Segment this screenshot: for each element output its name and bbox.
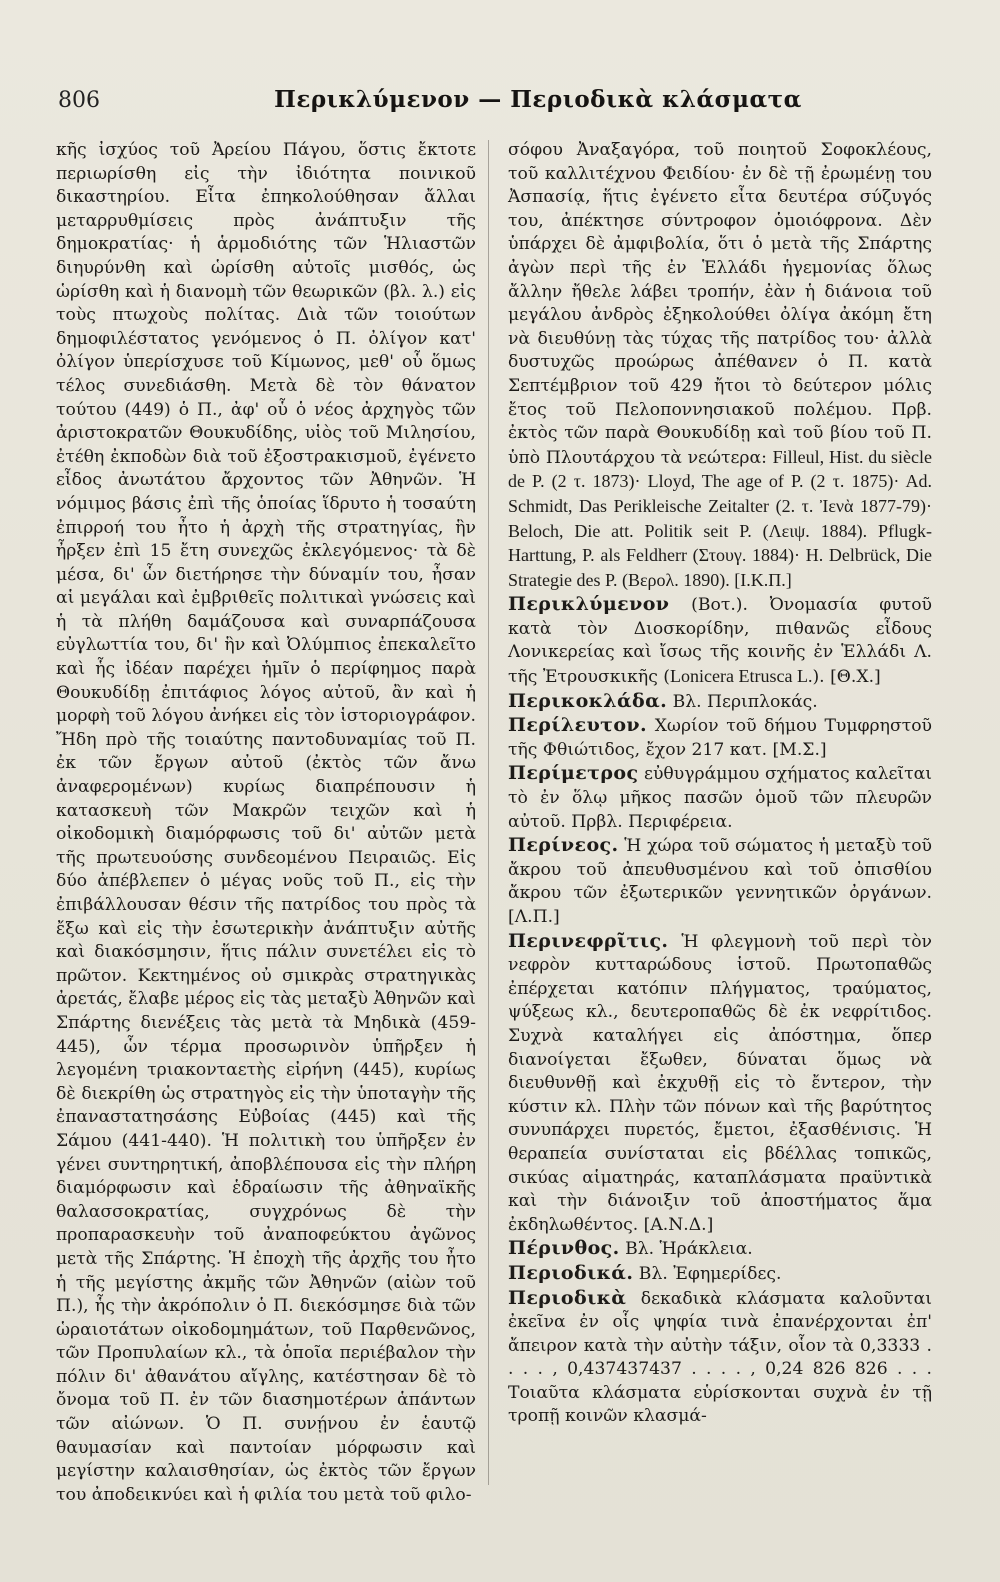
dictionary-entry (508, 930, 932, 1238)
dictionary-entry (508, 1287, 932, 1430)
entry-headword: Περινεφρῖτις. (508, 929, 669, 952)
pericles-article-continuation: κῆς ἰσχύος τοῦ Ἀρείου Πάγου, ὅστις ἔκτοτε περιωρίσθη εἰς τὴν ἰδιότητα ποινικοῦ δικαστηρίου. Εἶτα ἐπηκολούθησαν ἄλλαι μεταρρυθμίσεις πρὸς ἀνάπτυξιν τῆς δημοκρατίας· ἡ ἁρμοδιότης τῶν Ἡλιαστῶν διηυρύνθη καὶ ὡρίσθη αὐτοῖς μισθός, ὡς ὡρίσθη καὶ ἡ διανομὴ τῶν θεωρικῶν (βλ. λ.) εἰς τοὺς πτωχοὺς πολίτας. Διὰ τῶν τοιούτων δημοφιλέστατος γενόμενος ὁ Π. ὀλίγον κατ' ὀλίγον ὑπερίσχυσε τοῦ Κίμωνος, μεθ' οὗ ὅμως τέλος συνεδιάσθη. Μετὰ δὲ τὸν θάνατον τούτου (449) ὁ Π., ἀφ' οὗ ὁ νέος ἀρχηγὸς τῶν ἀριστοκρατῶν Θουκυδίδης, υἱὸς τοῦ Μιλησίου, ἐτέθη ἐκποδὼν διὰ τοῦ ἐξοστρακισμοῦ, ἐγένετο εἶδος ἀνωτάτου ἄρχοντος τῶν Ἀθηνῶν. Ἡ νόμιμος βάσις ἐπὶ τῆς ὁποίας ἵδρυτο ἡ τοσαύτη ἐπιρροή του ἦτο ἡ ἀρχὴ τῆς στρατηγίας, ἣν ἦρξεν ἐπὶ 15 ἔτη συνεχῶς ἐκλεγόμενος· τὰ δὲ μέσα, δι' ὧν διετήρησε τὴν δύναμίν του, ἦσαν αἱ μεγάλαι καὶ ἐμβριθεῖς πολιτικαὶ γνώσεις καὶ ἡ τὰ πλήθη δαμάζουσα καὶ συναρπάζουσα εὐγλωττία του, δι' ἣν καὶ Ὀλύμπιος ἐπεκαλεῖτο καὶ ἧς ἰδέαν παρέχει ἡμῖν ὁ περίφημος παρὰ Θουκυδίδῃ ἐπιτάφιος λόγος αὐτοῦ, ἂν καὶ ἡ μορφὴ τοῦ λόγου ἀνήκει εἰς τὸν ἱστοριογράφον. Ἤδη πρὸ τῆς τοιαύτης παντοδυναμίας τοῦ Π. ἐκ τῶν ἔργων αὐτοῦ (ἐκτὸς τῶν ἄνω ἀναφερομένων) κυρίως διαπρέπουσιν ἡ κατασκευὴ τῶν Μακρῶν τειχῶν καὶ ἡ οἰκοδομικὴ διαμόρφωσις τοῦ δι' αὐτῶν μετὰ τῆς πρωτευούσης συνδεομένου Πειραιῶς. Εἰς δύο ἀπέβλεπεν ὁ μέγας νοῦς τοῦ Π., εἰς τὴν ἐπιβάλλουσαν θέσιν τῆς πατρίδος του πρὸς τὰ ἔξω καὶ εἰς τὴν ἐσωτερικὴν ἀνάπτυξιν αὐτῆς καὶ διακόσμησιν, ἥτις πάλιν συνετέλει εἰς τὸ πρῶτον. Κεκτημένος οὐ σμικρὰς στρατηγικὰς ἀρετάς, ἔλαβε μέρος εἰς τὰς μεταξὺ Ἀθηνῶν καὶ Σπάρτης διενέξεις τὰς μετὰ τὰ Μηδικὰ (459-445), ὧν τέρμα προσωρινὸν ὑπῆρξεν ἡ λεγομένη τριακονταετὴς εἰρήνη (445), κυρίως δὲ διεκρίθη ὡς στρατηγὸς εἰς τὴν ὑποταγὴν τῆς ἐπαναστατησάσης Εὐβοίας (445) καὶ τῆς Σάμου (441-440). Ἡ πολιτικὴ του ὑπῆρξεν ἐν γένει συντηρητική, ἀποβλέπουσα εἰς τὴν πλήρη διαμόρφωσιν καὶ ἑδραίωσιν τῆς ἀθηναϊκῆς θαλασσοκρατίας, συγχρόνως δὲ τὴν προπαρασκευὴν τοῦ ἀναποφεύκτου ἀγῶνος μετὰ τῆς Σπάρτης. Ἡ ἐποχὴ τῆς ἀρχῆς του ἦτο ἡ τῆς μεγίστης ἀκμῆς τῶν Ἀθηνῶν (αἰὼν τοῦ Π.), ἧς τὴν ἀκρόπολιν ὁ Π. διεκόσμησε διὰ τῶν ὡραιοτάτων οἰκοδομημάτων, τοῦ Παρθενῶνος, τῶν Προπυλαίων κλ., τὰ ὁποῖα περιέβαλον τὴν πόλιν δι' ἀθανάτου αἴγλης, κατέστησαν δὲ τὸ ὄνομα τοῦ Π. ἐν τῶν διασημοτέρων ἁπάντων τῶν αἰώνων. Ὁ Π. συνῄνου ἐν ἑαυτῷ θαυμασίαν καὶ παντοίαν μόρφωσιν καὶ μεγίστην καλαισθησίαν, ὡς ἐκτὸς τῶν ἔργων του ἀποδεικνύει καὶ ἡ φιλία του μετὰ τοῦ φιλο- (56, 140, 476, 1505)
entry-body: Ἡ φλεγμονὴ τοῦ περὶ τὸν νεφρὸν κυτταρώδους ἱστοῦ. Πρωτοπαθῶς ἐπέρχεται κατόπιν πλήγματος, τραύματος, ψύξεως κλ., δευτεροπαθῶς δὲ ἐκ νεφρίτιδος. Συχνὰ καταλήγει εἰς ἀπόστημα, ὅπερ διανοίγεται ἔξωθεν, δύναται ὅμως νὰ διευθυνθῇ καὶ ἐκχυθῇ εἰς τὸ ἔντερον, τὴν κύστιν κλ. Πλὴν τῶν πόνων καὶ τῆς βαρύτητος συνυπάρχει πυρετός, ἔμετοι, ἐξασθένισις. Ἡ θεραπεία συνίσταται εἰς βδέλλας τοπικῶς, σικύας αἱματηράς, καταπλάσματα πραϋντικὰ καὶ τὴν διάνοιξιν τοῦ ἀποστήματος ἅμα ἐκδηλωθέντος. [Α.Ν.Δ.] (508, 931, 932, 1235)
left-column (56, 139, 476, 1507)
entry-body: (Βοτ.). Ὀνομασία φυτοῦ κατὰ τὸν Διοσκορίδην, πιθανῶς εἶδους Λονικερείας καὶ ἴσως τῆς κοινῆς ἐν Ἑλλάδι Λ. τῆς Ἐτρουσκικῆς ( (508, 595, 932, 688)
dictionary-entry (508, 1262, 932, 1287)
entry-body: Βλ. Ἐφημερίδες. (633, 1263, 782, 1284)
pericles-article-end (508, 139, 932, 593)
page-number: 806 (58, 88, 100, 113)
entry-latin: Lonicera Etrusca L. (670, 666, 813, 687)
pericles-article-text: σόφου Ἀναξαγόρα, τοῦ ποιητοῦ Σοφοκλέους, τοῦ καλλιτέχνου Φειδίου· ἐν δὲ τῇ ἐρωμένῃ του Ἀσπασίᾳ, ἥτις ἐγένετο εἶτα δευτέρα σύζυγός του, ἀπέκτησε σύντροφον ὁμοιόφρονα. Δὲν ὑπάρχει δὲ ἀμφιβολία, ὅτι ὁ μετὰ τῆς Σπάρτης ἀγὼν περὶ τῆς ἐν Ἑλλάδι ἡγεμονίας ὅλως ἄλλην ἤθελε λάβει τροπήν, ἐὰν ἡ διάνοια τοῦ μεγάλου ἀνδρὸς ἐξηκολούθει ὀλίγα ἀκόμη ἔτη νὰ διευθύνῃ τὰς τύχας τῆς πατρίδος του· ἀλλὰ δυστυχῶς προώρως ἀπέθανεν ὁ Π. κατὰ Σεπτέμβριον τοῦ 429 ἤτοι τὸ δεύτερον μόλις ἔτος τοῦ Πελοποννησιακοῦ πολέμου. Πρβ. ἐκτὸς τῶν παρὰ Θουκυδίδῃ καὶ τοῦ βίου τοῦ Π. ὑπὸ Πλουτάρχου τὰ νεώτερα: (508, 140, 932, 468)
entry-tail: ). [Θ.Χ.] (812, 667, 881, 688)
entry-body: Χωρίον τοῦ δήμου Τυμφρηστοῦ τῆς Φθιώτιδος, ἔχον 217 κατ. [Μ.Σ.] (508, 716, 932, 760)
entry-headword: Περικοκλάδα. (508, 689, 668, 712)
entry-body: Βλ. Περιπλοκάς. (667, 691, 818, 712)
entry-headword: Περίνεος. (508, 834, 619, 857)
bibliography: Filleul, Hist. du siècle de P. (2 τ. 1873)· Lloyd, The age of P. (2 τ. 1875)· Ad. Schmidt, Das Perikleische Zeitalter (2. τ. Ἰενὰ 1877-79)· Beloch, Die att. Politik seit P. (Λειψ. 1884). Pflugk-Harttung, P. als Feldherr (Στουγ. 1884)· H. Delbrück, Die Strategie des P. (Βερολ. 1890). [Ι.Κ.Π.] (508, 446, 933, 590)
entry-headword: Περίλευτον. (508, 714, 648, 737)
dictionary-entry (508, 762, 932, 834)
entry-headword: Περιοδικὰ (508, 1286, 627, 1309)
entry-body: εὐθυγράμμου σχήματος καλεῖται τὸ ἐν ὅλῳ μῆκος πασῶν ὁμοῦ τῶν πλευρῶν αὐτοῦ. Πρβλ. Περιφέρεια. (508, 764, 932, 832)
entry-headword: Περικλύμενον (508, 593, 670, 616)
dictionary-entry (508, 714, 932, 762)
column-divider (488, 140, 489, 1485)
dictionary-entry (508, 834, 932, 929)
entry-body: Βλ. Ἡράκλεια. (619, 1239, 753, 1260)
dictionary-entry (508, 593, 932, 689)
dictionary-entry (508, 690, 932, 715)
dictionary-entry (508, 1237, 932, 1262)
entry-headword: Πέρινθος. (508, 1237, 620, 1260)
running-title: Περικλύμενον — Περιοδικὰ κλάσματα (274, 86, 802, 113)
entry-body: Ἡ χώρα τοῦ σώματος ἡ μεταξὺ τοῦ ἄκρου τοῦ ἀπευθυσμένου καὶ τοῦ ὀπισθίου ἄκρου τῶν ἐξωτερικῶν γεννητικῶν ὀργάνων. [Λ.Π.] (508, 836, 932, 927)
entry-headword: Περιοδικά. (508, 1261, 634, 1284)
right-column (508, 139, 932, 1429)
page-header (58, 86, 938, 122)
entry-headword: Περίμετρος (508, 762, 639, 785)
entry-body: δεκαδικὰ κλάσματα καλοῦνται ἐκεῖνα ἐν οἷς ψηφία τινὰ ἐπανέρχονται ἐπ' ἄπειρον κατὰ τὴν αὐτὴν τάξιν, οἷον τὰ 0,3333 . . . . , 0,437437437 . . . . , 0,24 826 826 . . . Τοιαῦτα κλάσματα εὑρίσκονται συχνὰ ἐν τῇ τροπῇ κοινῶν κλασμά- (508, 1288, 932, 1427)
